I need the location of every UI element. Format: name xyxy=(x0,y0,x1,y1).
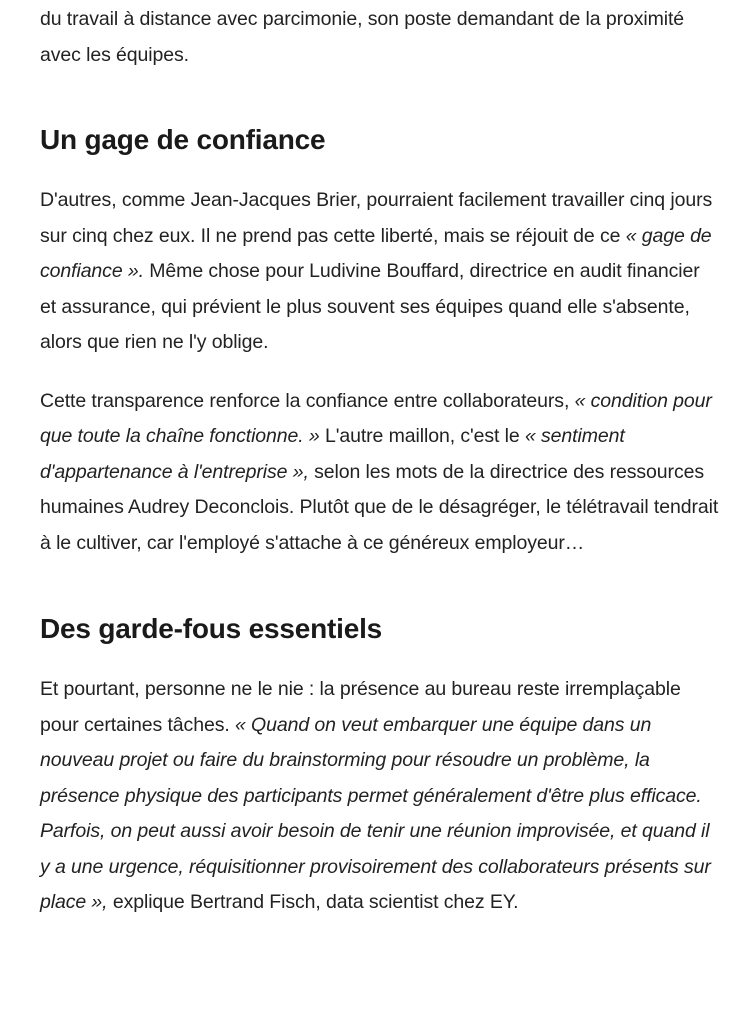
article-paragraph-transparence xyxy=(40,384,720,562)
article-paragraph-brier xyxy=(40,183,720,361)
article-paragraph-pourtant xyxy=(40,672,720,921)
section-heading-garde-fous: Des garde-fous essentiels xyxy=(40,613,383,644)
paragraph-text: D'autres, comme Jean-Jacques Brier, pourraient facilement travailler cinq jours sur cinq chez eux. Il ne prend pas cette liberté, mais se réjouit de ce xyxy=(40,189,713,247)
paragraph-text: selon les mots de la directrice des ressources humaines Audrey Deconclois. Plutôt que de le désagréger, le télétravail tendrait à le cultiver, car l'employé s'attache à ce généreux employeur… xyxy=(40,460,719,554)
italic-quote: « gage de confiance ». xyxy=(40,224,712,282)
paragraph-text: Cette transparence renforce la confiance entre collaborateurs, xyxy=(40,389,575,412)
paragraph-text: L'autre maillon, c'est le xyxy=(319,425,525,447)
article-body xyxy=(40,0,720,921)
section-heading-gage-de-confiance: Un gage de confiance xyxy=(40,124,326,155)
italic-quote: « condition pour que toute la chaîne fonctionne. » xyxy=(40,389,712,447)
italic-quote: « Quand on veut embarquer une équipe dans un nouveau projet ou faire du brainstorming pour résoudre un problème, la présence physique des participants permet généralement d'être plus efficace. Parfois, on peut aussi avoir besoin de tenir une réunion improvisée, et quand il y a une urgence, réquisitionner provisoirement des collaborateurs présents sur place », xyxy=(40,713,711,913)
paragraph-text: Même chose pour Ludivine Bouffard, directrice en audit financier et assurance, qui prévient le plus souvent ses équipes quand elle s'absente, alors que rien ne l'y oblige. xyxy=(40,260,700,353)
italic-quote: « sentiment d'appartenance à l'entreprise », xyxy=(40,425,625,483)
paragraph-text: Et pourtant, personne ne le nie : la présence au bureau reste irremplaçable pour certaines tâches. xyxy=(40,678,681,736)
paragraph-text: explique Bertrand Fisch, data scientist chez EY. xyxy=(107,891,519,913)
article-paragraph-intro-tail: du travail à distance avec parcimonie, son poste demandant de la proximité avec les équipes. xyxy=(40,8,685,66)
